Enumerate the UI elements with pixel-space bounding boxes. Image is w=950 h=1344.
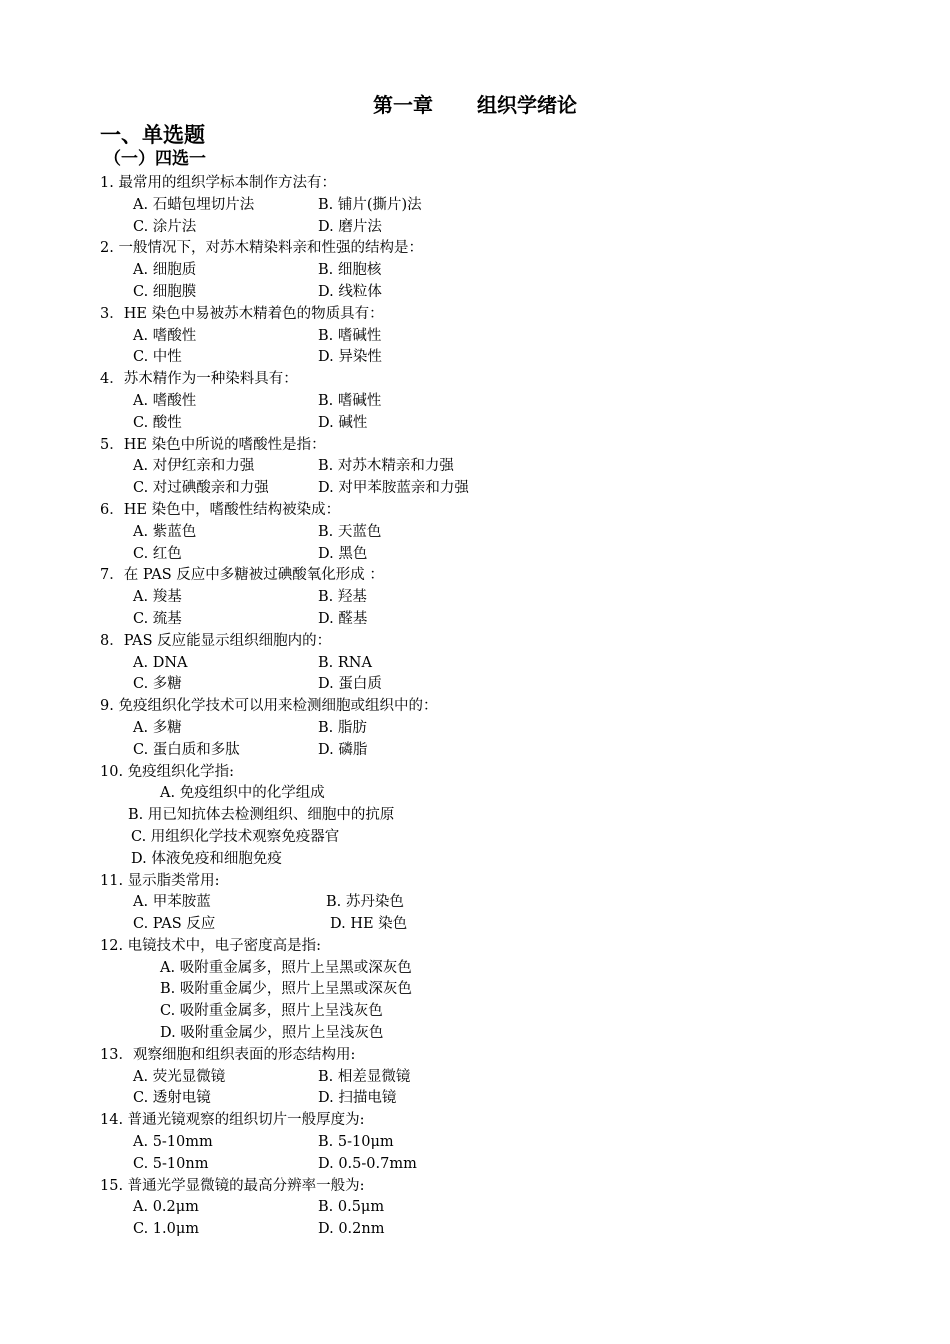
option-row — [100, 892, 920, 914]
option: C. 红色 — [133, 545, 182, 562]
option: A. DNA — [133, 654, 188, 671]
section-title: 一、单选题 — [100, 123, 205, 147]
option-row — [100, 456, 920, 478]
option-row — [100, 326, 920, 348]
option: D. 0.5-0.7mm — [318, 1155, 417, 1172]
option-row — [100, 544, 920, 566]
option-row — [100, 391, 920, 413]
option: A. 吸附重金属多，照片上呈黑或深灰色 — [160, 959, 412, 976]
option: C. 中性 — [133, 349, 182, 366]
option: D. 异染性 — [318, 349, 382, 366]
option: B. 相差显微镜 — [318, 1068, 411, 1085]
option: D. 对甲苯胺蓝亲和力强 — [318, 480, 469, 497]
option: A. 嗜酸性 — [133, 327, 197, 344]
option: A. 5-10mm — [133, 1134, 213, 1151]
option: B. 铺片(撕片)法 — [318, 196, 422, 213]
question-stem: 1. 最常用的组织学标本制作方法有： — [100, 175, 336, 191]
option: D. 醛基 — [318, 610, 368, 627]
option: C. 蛋白质和多肽 — [133, 741, 240, 758]
option-row — [100, 1067, 920, 1089]
question-list — [100, 173, 920, 1241]
option: B. 羟基 — [318, 589, 367, 606]
option: C. 透射电镜 — [133, 1090, 211, 1107]
option-row — [100, 805, 920, 827]
question-stem: 13．观察细胞和组织表面的形态结构用: — [100, 1046, 356, 1063]
option: C. 5-10nm — [133, 1155, 209, 1172]
option: D. 扫描电镜 — [318, 1090, 397, 1107]
option: A. 甲苯胺蓝 — [133, 894, 211, 911]
option-row — [100, 413, 920, 435]
option: B. 5-10μm — [318, 1134, 394, 1151]
question-stem: 4．苏木精作为一种染料具有： — [100, 371, 298, 388]
option: D. 体液免疫和细胞免疫 — [131, 850, 282, 867]
question-stem: 5．HE 染色中所说的嗜酸性是指： — [100, 436, 326, 453]
question-stem: 11. 显示脂类常用: — [100, 872, 220, 889]
option: B. 天蓝色 — [318, 523, 382, 540]
option-row — [100, 914, 920, 936]
option: C. 多糖 — [133, 676, 182, 693]
option-row — [100, 1023, 920, 1045]
option-row — [100, 478, 920, 500]
subsection-title: （一）四选一 — [104, 149, 206, 169]
option-row — [100, 195, 920, 217]
option: D. 0.2nm — [318, 1221, 385, 1238]
chapter-number: 第一章 — [373, 93, 433, 117]
option: B. 用已知抗体去检测组织、细胞中的抗原 — [128, 807, 395, 824]
option-row — [100, 609, 920, 631]
option: D. 磨片法 — [318, 218, 382, 235]
option: B. 苏丹染色 — [326, 894, 404, 911]
option-row — [100, 522, 920, 544]
question-stem: 3．HE 染色中易被苏木精着色的物质具有： — [100, 305, 384, 322]
option: C. PAS 反应 — [133, 916, 216, 933]
option: C. 细胞膜 — [133, 283, 197, 300]
option: D. HE 染色 — [330, 916, 408, 933]
option-row — [100, 783, 920, 805]
option: A. 多糖 — [133, 719, 182, 736]
option-row — [100, 979, 920, 1001]
option-row — [100, 1197, 920, 1219]
option-row — [100, 260, 920, 282]
option: B. RNA — [318, 654, 372, 671]
option: A. 羧基 — [133, 589, 182, 606]
option: D. 蛋白质 — [318, 676, 382, 693]
option-row — [100, 1154, 920, 1176]
option: C. 用组织化学技术观察免疫器官 — [131, 828, 340, 845]
question-stem: 14. 普通光镜观察的组织切片一般厚度为: — [100, 1112, 365, 1129]
question-stem: 15. 普通光学显微镜的最高分辨率一般为: — [100, 1177, 365, 1194]
option-row — [100, 1132, 920, 1154]
option-row — [100, 217, 920, 239]
question-stem: 10. 免疫组织化学指: — [100, 763, 235, 780]
option-row — [100, 740, 920, 762]
option-row — [100, 849, 920, 871]
chapter-name: 组织学绪论 — [477, 93, 577, 117]
option: D. 黑色 — [318, 545, 368, 562]
option: B. 细胞核 — [318, 262, 382, 279]
option: C. 对过碘酸亲和力强 — [133, 480, 269, 497]
option-row — [100, 718, 920, 740]
option: A. 对伊红亲和力强 — [133, 458, 255, 475]
option: A. 石蜡包埋切片法 — [133, 196, 255, 213]
option: C. 1.0μm — [133, 1221, 200, 1238]
option: C. 酸性 — [133, 414, 182, 431]
option: C. 吸附重金属多，照片上呈浅灰色 — [160, 1003, 383, 1020]
question-stem: 2. 一般情况下，对苏木精染料亲和性强的结构是： — [100, 240, 423, 257]
option: B. 吸附重金属少，照片上呈黑或深灰色 — [160, 981, 412, 998]
option: D. 碱性 — [318, 414, 368, 431]
option-row — [100, 1219, 920, 1241]
option-row — [100, 1001, 920, 1023]
option-row — [100, 587, 920, 609]
question-stem: 6．HE 染色中，嗜酸性结构被染成： — [100, 501, 341, 518]
option: A. 0.2μm — [133, 1199, 199, 1216]
option: A. 嗜酸性 — [133, 392, 197, 409]
question-stem: 7．在 PAS 反应中多糖被过碘酸氧化形成 ： — [100, 567, 384, 584]
option-row — [100, 674, 920, 696]
option-row — [100, 347, 920, 369]
option-row — [100, 1088, 920, 1110]
option: A. 免疫组织中的化学组成 — [160, 785, 325, 802]
option: B. 对苏木精亲和力强 — [318, 458, 454, 475]
option-row — [100, 827, 920, 849]
question-stem: 12. 电镜技术中，电子密度高是指: — [100, 937, 322, 954]
question-stem: 9. 免疫组织化学技术可以用来检测细胞或组织中的： — [100, 698, 438, 715]
option: D. 线粒体 — [318, 283, 382, 300]
option: B. 嗜碱性 — [318, 327, 382, 344]
option-row — [100, 282, 920, 304]
option: A. 荧光显微镜 — [133, 1068, 226, 1085]
option: B. 脂肪 — [318, 719, 367, 736]
option: C. 涂片法 — [133, 218, 197, 235]
option: D. 磷脂 — [318, 741, 368, 758]
option: B. 0.5μm — [318, 1199, 385, 1216]
chapter-title — [0, 90, 950, 120]
option: D. 吸附重金属少，照片上呈浅灰色 — [160, 1025, 384, 1042]
question-stem: 8．PAS 反应能显示组织细胞内的： — [100, 632, 332, 649]
option: A. 紫蓝色 — [133, 523, 197, 540]
option-row — [100, 653, 920, 675]
option: B. 嗜碱性 — [318, 392, 382, 409]
option: C. 巯基 — [133, 610, 182, 627]
option-row — [100, 958, 920, 980]
option: A. 细胞质 — [133, 262, 197, 279]
